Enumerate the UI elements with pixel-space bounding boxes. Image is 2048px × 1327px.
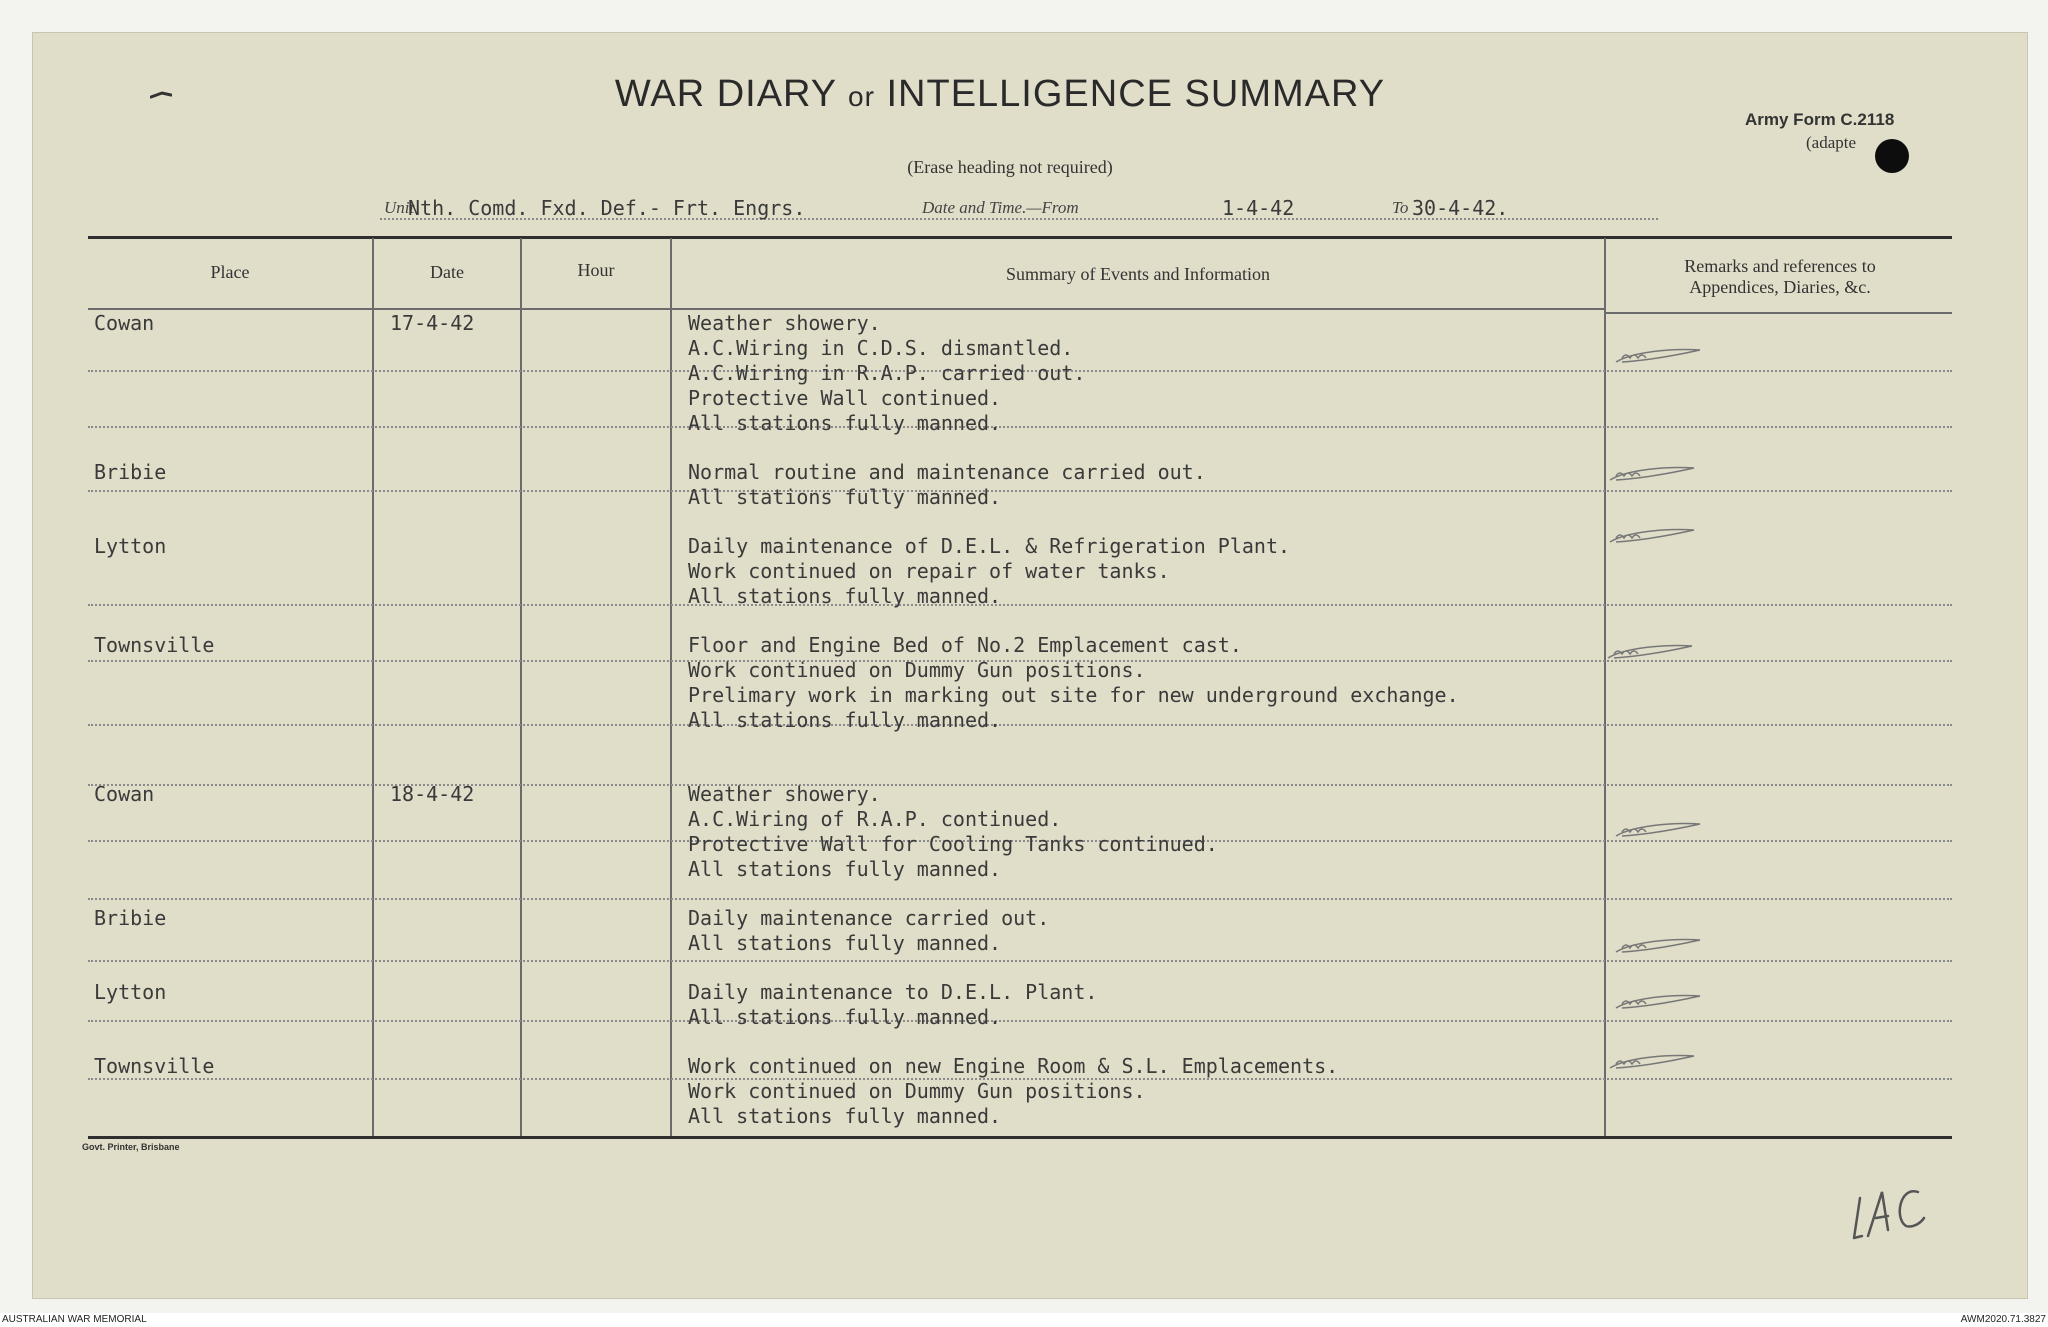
table-bottom-rule [88, 1136, 1952, 1139]
archive-footer [0, 1313, 2048, 1327]
ink-mark [150, 90, 172, 100]
dotted-rule [88, 426, 1952, 428]
divider-place-date [372, 238, 374, 1136]
punch-hole [1875, 139, 1909, 173]
entry-place: Cowan [94, 311, 155, 335]
summary-line: Daily maintenance to D.E.L. Plant. [688, 980, 1098, 1004]
dotted-rule [88, 898, 1952, 900]
col-header-place: Place [210, 262, 250, 282]
col-header-summary: Summary of Events and Information [1006, 264, 1270, 284]
remarks-initial-mark [1606, 1050, 1698, 1076]
entry-date: 18-4-42 [390, 782, 475, 806]
dotted-rule [88, 490, 1952, 492]
remarks-initial-mark [1606, 524, 1698, 550]
footer-left: AUSTRALIAN WAR MEMORIAL [2, 1314, 147, 1325]
remarks-initial-mark [1612, 934, 1704, 960]
summary-line: Work continued on Dummy Gun positions. [688, 1079, 1146, 1103]
summary-line: Prelimary work in marking out site for new underground exchange. [688, 683, 1459, 707]
from-date: 1-4-42 [1222, 196, 1295, 220]
entry-place: Townsville [94, 1054, 215, 1078]
summary-line: All stations fully manned. [688, 931, 1002, 955]
summary-line: Weather showery. [688, 311, 881, 335]
summary-line: Daily maintenance carried out. [688, 906, 1050, 930]
summary-line: Protective Wall for Cooling Tanks continued. [688, 832, 1218, 856]
summary-line: All stations fully manned. [688, 1104, 1002, 1128]
footer-right: AWM2020.71.3827 [1960, 1314, 2046, 1325]
summary-line: Normal routine and maintenance carried out. [688, 460, 1206, 484]
entry-place: Townsville [94, 633, 215, 657]
entry-place: Bribie [94, 906, 167, 930]
entry-place: Lytton [94, 534, 167, 558]
dotted-rule [88, 604, 1952, 606]
dotted-rule [88, 724, 1952, 726]
datetime-label: Date and Time.—From [922, 198, 1079, 217]
summary-line: All stations fully manned. [688, 485, 1002, 509]
summary-line: A.C.Wiring in C.D.S. dismantled. [688, 336, 1074, 360]
unit-label: Unit [384, 198, 415, 217]
summary-line: Floor and Engine Bed of No.2 Emplacement cast. [688, 633, 1242, 657]
unit-value: Nth. Comd. Fxd. Def.- Frt. Engrs. [408, 196, 806, 220]
divider-date-hour [520, 238, 522, 1136]
col-header-remarks: Remarks and references to Appendices, Diaries, &c. [1684, 256, 1876, 297]
entry-date: 17-4-42 [390, 311, 475, 335]
form-subtitle: (adapte [1806, 133, 1857, 152]
summary-line: Weather showery. [688, 782, 881, 806]
subheading: (Erase heading not required) [907, 157, 1113, 177]
dotted-rule [88, 1020, 1952, 1022]
page-title: WAR DIARY or INTELLIGENCE SUMMARY [614, 73, 1386, 115]
handwritten-signature [1848, 1178, 1938, 1244]
remarks-initial-mark [1612, 344, 1704, 370]
table-top-rule [88, 236, 1952, 239]
summary-line: All stations fully manned. [688, 411, 1002, 435]
summary-line: Work continued on new Engine Room & S.L. Emplacements. [688, 1054, 1339, 1078]
form-number: Army Form C.2118 [1745, 110, 1895, 129]
col-header-date: Date [430, 262, 464, 282]
summary-line: A.C.Wiring in R.A.P. carried out. [688, 361, 1086, 385]
to-date: 30-4-42. [1412, 196, 1509, 220]
summary-line: Work continued on repair of water tanks. [688, 559, 1170, 583]
remarks-initial-mark [1604, 640, 1696, 666]
col-header-hour: Hour [577, 260, 615, 280]
divider-hour-summary [670, 238, 672, 1136]
summary-line: Protective Wall continued. [688, 386, 1002, 410]
header-rule-remarks [1606, 312, 1952, 314]
entry-place: Cowan [94, 782, 155, 806]
summary-line: A.C.Wiring of R.A.P. continued. [688, 807, 1062, 831]
summary-line: Daily maintenance of D.E.L. & Refrigeration Plant. [688, 534, 1291, 558]
printer-credit: Govt. Printer, Brisbane [82, 1142, 180, 1152]
entry-place: Bribie [94, 460, 167, 484]
dotted-rule [88, 960, 1952, 962]
remarks-initial-mark [1606, 462, 1698, 488]
dotted-rule [88, 784, 1952, 786]
summary-line: All stations fully manned. [688, 708, 1002, 732]
to-label: To [1392, 198, 1409, 217]
remarks-initial-mark [1612, 990, 1704, 1016]
summary-line: All stations fully manned. [688, 1005, 1002, 1029]
divider-summary-remarks [1604, 238, 1606, 1136]
summary-line: All stations fully manned. [688, 857, 1002, 881]
entry-place: Lytton [94, 980, 167, 1004]
remarks-initial-mark [1612, 818, 1704, 844]
header-rule [88, 308, 1604, 310]
summary-line: Work continued on Dummy Gun positions. [688, 658, 1146, 682]
summary-line: All stations fully manned. [688, 584, 1002, 608]
